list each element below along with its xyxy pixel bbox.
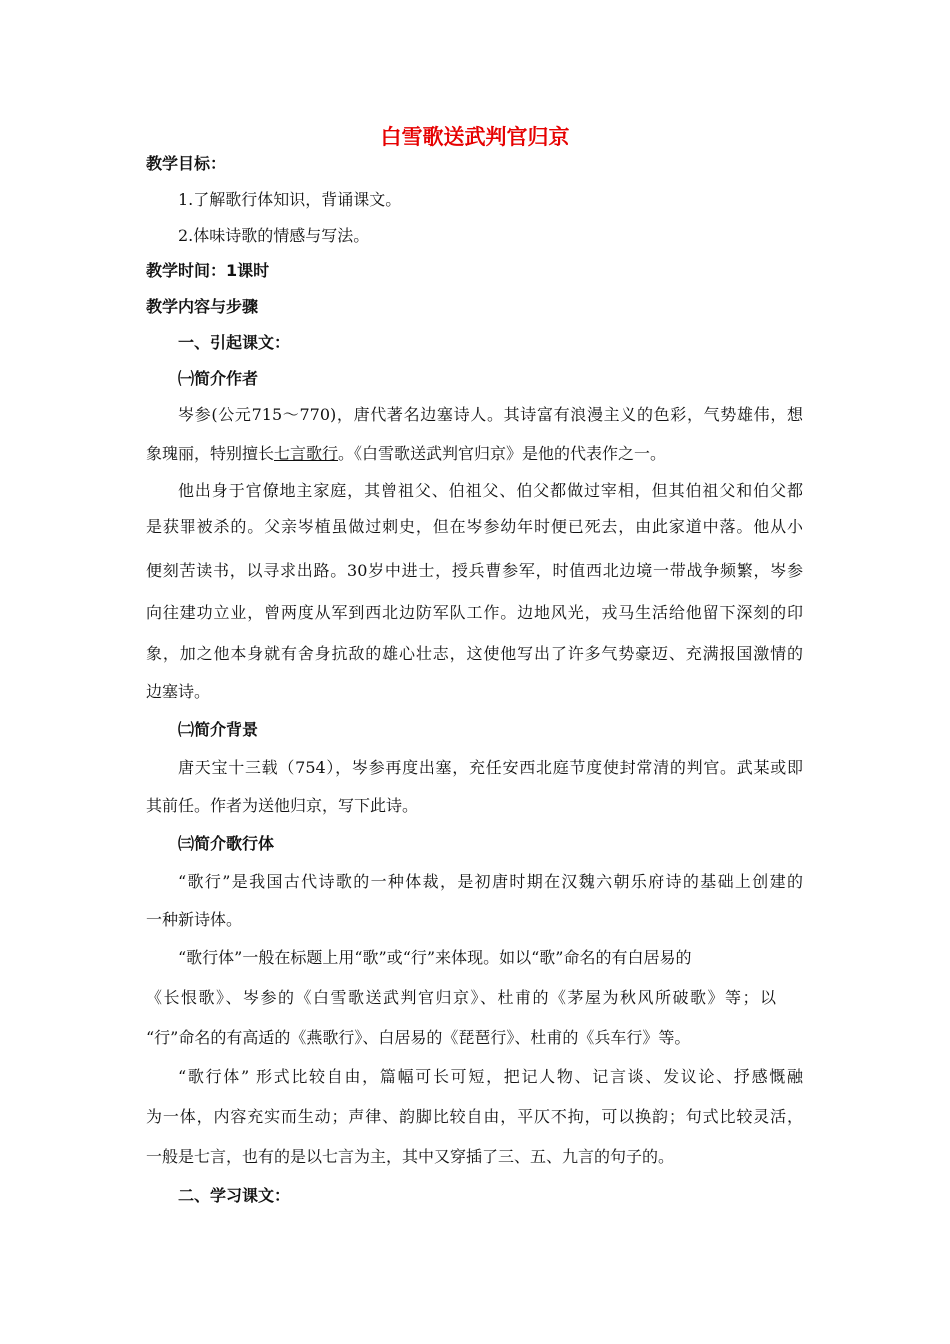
bio-line-6: 边塞诗。 xyxy=(146,682,211,701)
background-line-2: 其前任。作者为送他归京，写下此诗。 xyxy=(146,796,419,815)
objective-item-2: 2.体味诗歌的情感与写法。 xyxy=(178,226,370,245)
author-paragraph-line-2 xyxy=(146,443,666,465)
bio-line-4: 向往建功立业，曾两度从军到西北边防军队工作。边地风光，戎马生活给他留下深刻的印 xyxy=(146,603,803,622)
gexing-p1-line-1: “歌行”是我国古代诗歌的一种体裁，是初唐时期在汉魏六朝乐府诗的基础上创建的 xyxy=(178,872,803,891)
gexing-p2-line-1: “歌行体”一般在标题上用“歌”或“行”来体现。如以“歌”命名的有白居易的 xyxy=(178,948,692,967)
subsection-author-heading: ㈠简介作者 xyxy=(178,369,259,388)
objectives-heading: 教学目标： xyxy=(146,154,227,173)
gexing-p2-line-2: 《长恨歌》、岑参的《白雪歌送武判官归京》、杜甫的《茅屋为秋风所破歌》等；以 xyxy=(146,988,776,1007)
teaching-time: 教学时间：1课时 xyxy=(146,261,270,280)
section-1-heading: 一、引起课文： xyxy=(178,333,291,352)
seven-character-song-link[interactable]: 七言歌行 xyxy=(274,444,339,463)
bio-line-1: 他出身于官僚地主家庭，其曾祖父、伯祖父、伯父都做过宰相，但其伯祖父和伯父都 xyxy=(178,481,803,500)
gexing-p3-line-3: 一般是七言，也有的是以七言为主，其中又穿插了三、五、九言的句子的。 xyxy=(146,1147,675,1166)
bio-line-2: 是获罪被杀的。父亲岑植虽做过刺史，但在岑参幼年时便已死去，由此家道中落。他从小 xyxy=(146,517,803,536)
page-title: 白雪歌送武判官归京 xyxy=(380,124,570,149)
gexing-p2-line-3: “行”命名的有高适的《燕歌行》、白居易的《琵琶行》、杜甫的《兵车行》等。 xyxy=(146,1028,691,1047)
bio-line-5: 象，加之他本身就有舍身抗敌的雄心壮志，这使他写出了许多气势豪迈、充满报国激情的 xyxy=(146,644,803,663)
gexing-p3-line-1: “歌行体” 形式比较自由，篇幅可长可短，把记人物、记言谈、发议论、抒感慨融 xyxy=(178,1067,803,1086)
objective-item-1: 1.了解歌行体知识，背诵课文。 xyxy=(178,190,402,209)
gexing-p1-line-2: 一种新诗体。 xyxy=(146,910,243,929)
section-2-heading: 二、学习课文： xyxy=(178,1186,291,1205)
author-text-a: 象瑰丽，特别擅长 xyxy=(146,444,275,463)
author-paragraph-line-1: 岑参(公元715～770)，唐代著名边塞诗人。其诗富有浪漫主义的色彩，气势雄伟，想 xyxy=(178,405,803,424)
gexing-p3-line-2: 为一体，内容充实而生动；声律、韵脚比较自由，平仄不拘，可以换韵；句式比较灵活， xyxy=(146,1107,803,1126)
subsection-background-heading: ㈡简介背景 xyxy=(178,720,259,739)
subsection-gexing-heading: ㈢简介歌行体 xyxy=(178,834,275,853)
content-heading: 教学内容与步骤 xyxy=(146,297,259,316)
bio-line-3: 便刻苦读书，以寻求出路。30岁中进士，授兵曹参军，时值西北边境一带战争频繁，岑参 xyxy=(146,561,803,580)
background-line-1: 唐天宝十三载（754），岑参再度出塞，充任安西北庭节度使封常清的判官。武某或即 xyxy=(178,758,803,777)
author-text-b: 。《白雪歌送武判官归京》是他的代表作之一。 xyxy=(338,444,667,463)
